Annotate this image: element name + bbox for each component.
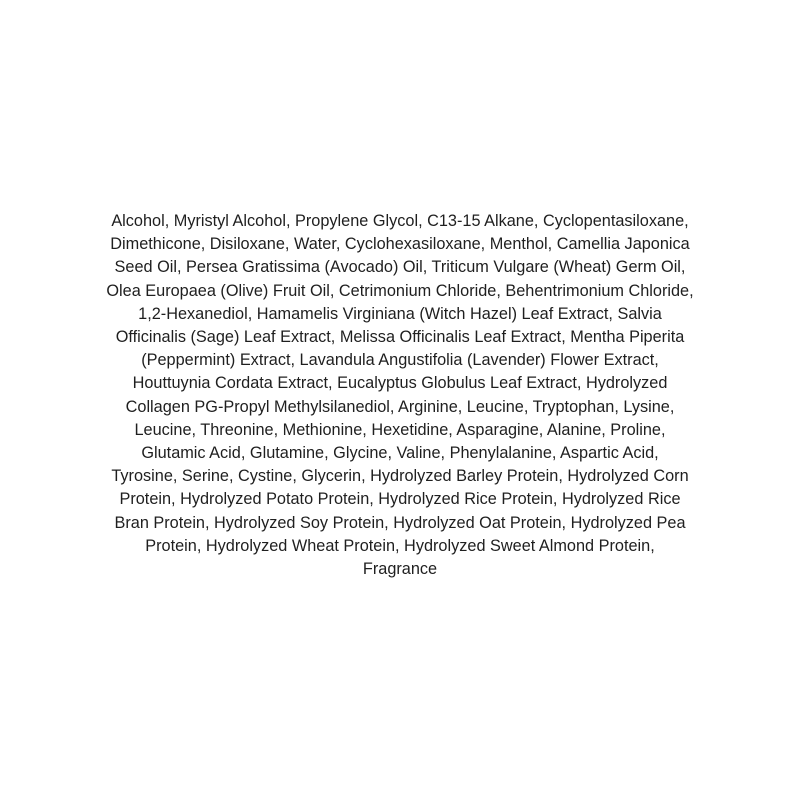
ingredients-line: Officinalis (Sage) Leaf Extract, Melissa Officinalis Leaf Extract, Mentha Piperita [115, 328, 685, 347]
ingredients-line: (Peppermint) Extract, Lavandula Angustifolia (Lavender) Flower Extract, [141, 351, 659, 370]
ingredients-list [60, 210, 740, 581]
ingredients-line: Protein, Hydrolyzed Wheat Protein, Hydrolyzed Sweet Almond Protein, [145, 536, 655, 555]
ingredients-line: Olea Europaea (Olive) Fruit Oil, Cetrimonium Chloride, Behentrimonium Chloride, [106, 281, 694, 300]
ingredients-line: Collagen PG-Propyl Methylsilanediol, Arginine, Leucine, Tryptophan, Lysine, [125, 397, 675, 416]
ingredients-line: Seed Oil, Persea Gratissima (Avocado) Oil, Triticum Vulgare (Wheat) Germ Oil, [114, 258, 686, 277]
ingredients-line: Alcohol, Myristyl Alcohol, Propylene Glycol, C13-15 Alkane, Cyclopentasiloxane, [111, 212, 689, 230]
ingredients-line: 1,2-Hexanediol, Hamamelis Virginiana (Witch Hazel) Leaf Extract, Salvia [138, 304, 662, 323]
ingredients-line: Houttuynia Cordata Extract, Eucalyptus Globulus Leaf Extract, Hydrolyzed [132, 374, 668, 393]
ingredients-line: Bran Protein, Hydrolyzed Soy Protein, Hydrolyzed Oat Protein, Hydrolyzed Pea [114, 513, 686, 532]
ingredients-line: Protein, Hydrolyzed Potato Protein, Hydrolyzed Rice Protein, Hydrolyzed Rice [119, 490, 681, 509]
ingredients-line: Tyrosine, Serine, Cystine, Glycerin, Hydrolyzed Barley Protein, Hydrolyzed Corn [111, 467, 689, 486]
ingredients-line: Leucine, Threonine, Methionine, Hexetidine, Asparagine, Alanine, Proline, [134, 420, 666, 439]
ingredients-line: Fragrance [362, 560, 438, 579]
ingredients-line: Glutamic Acid, Glutamine, Glycine, Valine, Phenylalanine, Aspartic Acid, [141, 444, 659, 463]
ingredients-line: Dimethicone, Disiloxane, Water, Cyclohexasiloxane, Menthol, Camellia Japonica [110, 235, 690, 254]
